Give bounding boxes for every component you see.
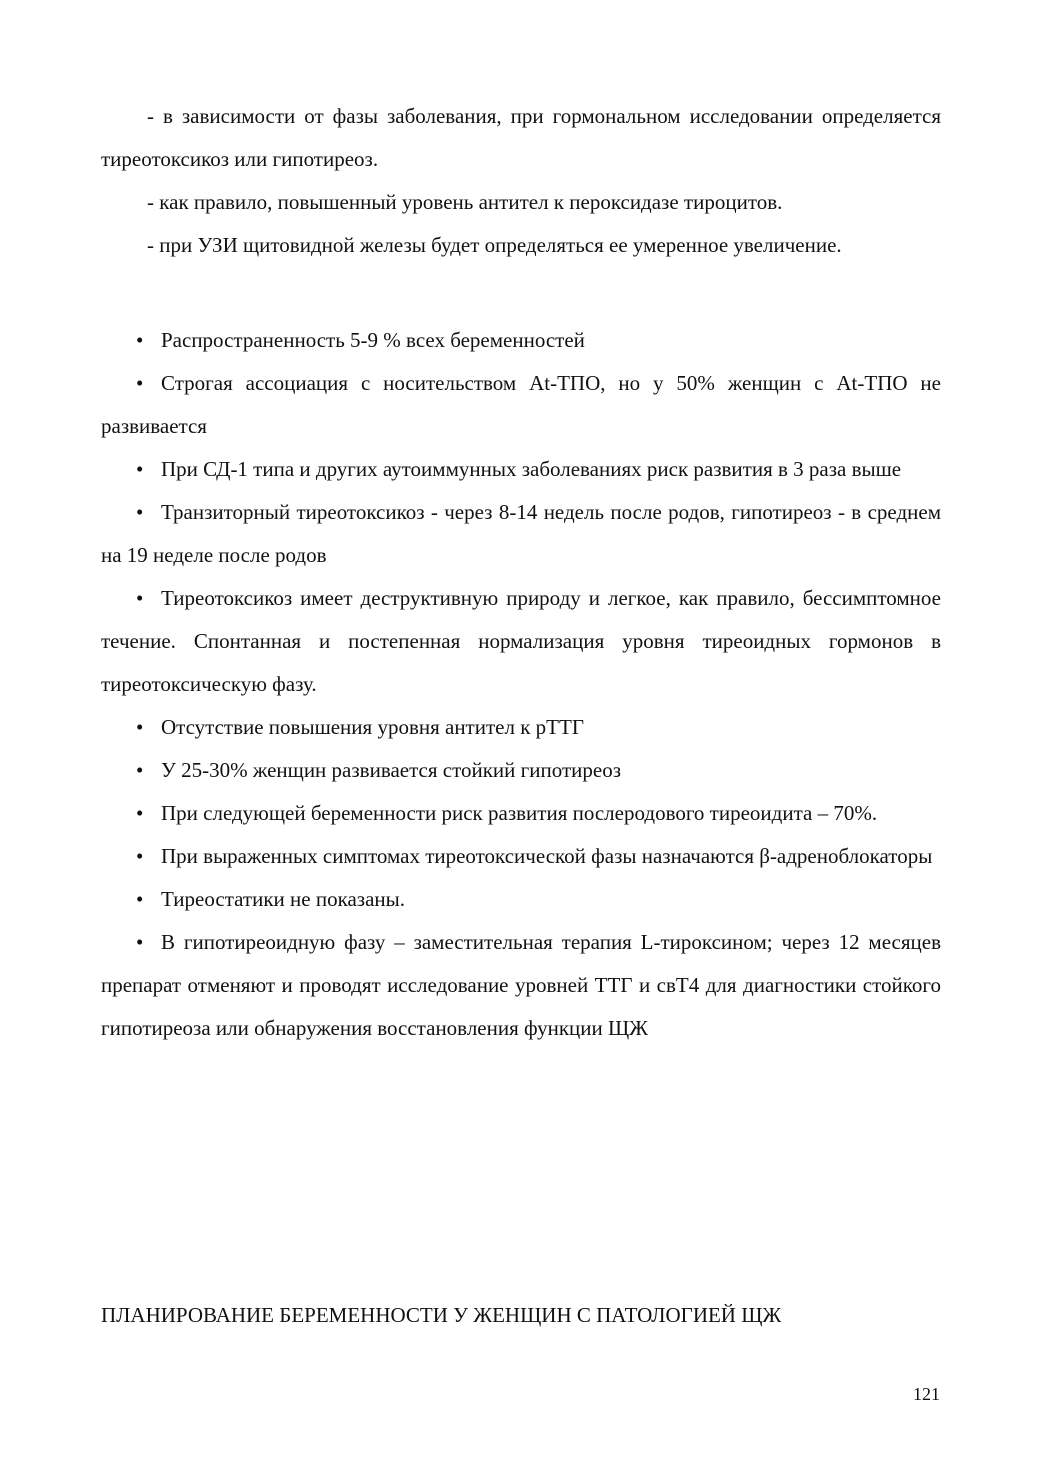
intro-paragraph: - как правило, повышенный уровень антител к пероксидазе тироцитов.	[147, 190, 783, 214]
section-spacer	[101, 267, 941, 319]
bullet-glyph: •	[136, 500, 144, 524]
intro-paragraph: - при УЗИ щитовидной железы будет определяться ее умеренное увеличение.	[147, 233, 842, 257]
bullet-item	[101, 577, 941, 706]
section-heading: ПЛАНИРОВАНИЕ БЕРЕМЕННОСТИ У ЖЕНЩИН С ПАТОЛОГИЕЙ ЩЖ	[101, 1303, 782, 1327]
page-body	[101, 95, 941, 1050]
bullet-glyph: •	[136, 844, 144, 868]
bullet-item	[101, 491, 941, 577]
bullet-text: Транзиторный тиреотоксикоз - через 8-14 недель после родов, гипотиреоз - в среднем на 19 неделе после родов	[101, 500, 941, 567]
bullet-glyph: •	[136, 758, 144, 782]
bullet-item	[101, 921, 941, 1050]
bullet-item	[101, 448, 941, 491]
bullet-glyph: •	[136, 887, 144, 911]
bullet-glyph: •	[136, 715, 144, 739]
bullet-glyph: •	[136, 930, 144, 954]
bullet-text: Отсутствие повышения уровня антител к рТТГ	[161, 715, 584, 739]
bullet-item	[101, 706, 941, 749]
bullet-text: При СД-1 типа и других аутоиммунных заболеваниях риск развития в 3 раза выше	[161, 457, 902, 481]
bullet-text: В гипотиреоидную фазу – заместительная терапия L-тироксином; через 12 месяцев препарат отменяют и проводят исследование уровней ТТГ и свТ4 для диагностики стойкого гипотиреоза или обнаружения восстановления функции ЩЖ	[101, 930, 941, 1040]
bullet-glyph: •	[136, 801, 144, 825]
bullet-text: При выраженных симптомах тиреотоксической фазы назначаются β-адреноблокаторы	[161, 844, 933, 868]
intro-paragraph: - в зависимости от фазы заболевания, при гормональном исследовании определяется тиреотоксикоз или гипотиреоз.	[101, 104, 941, 171]
bullet-item	[101, 362, 941, 448]
bullet-text: У 25-30% женщин развивается стойкий гипотиреоз	[161, 758, 621, 782]
bullet-text: Тиреостатики не показаны.	[161, 887, 405, 911]
bullet-item	[101, 792, 941, 835]
page-number: 121	[913, 1384, 940, 1404]
bullet-glyph: •	[136, 457, 144, 481]
bullet-item	[101, 749, 941, 792]
bullet-item	[101, 835, 941, 878]
bullet-item	[101, 319, 941, 362]
bullet-item	[101, 878, 941, 921]
bullet-text: Строгая ассоциация с носительством At-ТПО, но у 50% женщин с At-ТПО не развивается	[101, 371, 941, 438]
bullet-text: Распространенность 5-9 % всех беременностей	[161, 328, 585, 352]
bullet-glyph: •	[136, 586, 144, 610]
bullet-text: При следующей беременности риск развития послеродового тиреоидита – 70%.	[161, 801, 878, 825]
bullet-glyph: •	[136, 371, 144, 395]
bullet-glyph: •	[136, 328, 144, 352]
bullet-text: Тиреотоксикоз имеет деструктивную природу и легкое, как правило, бессимптомное течение. Спонтанная и постепенная нормализация уровня тиреоидных гормонов в тиреотоксическую фазу.	[101, 586, 941, 696]
